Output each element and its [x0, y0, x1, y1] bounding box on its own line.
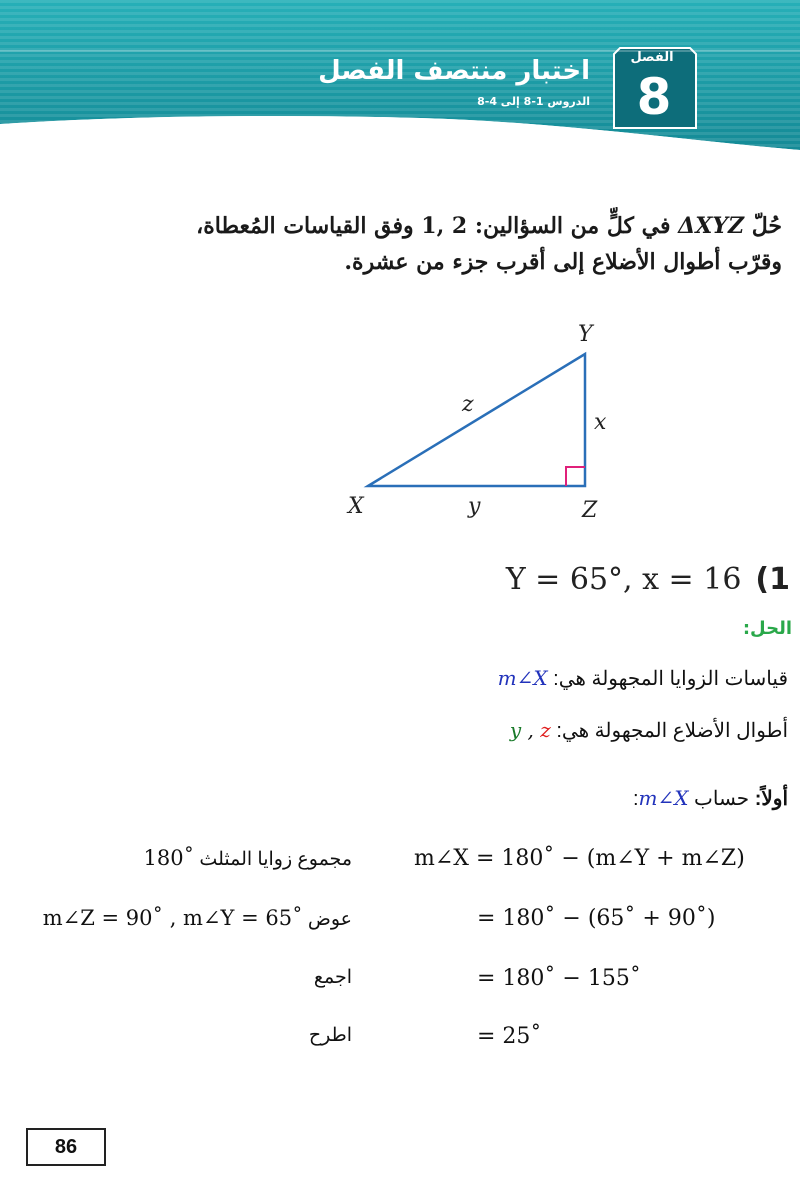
instructions-verb: حُلّ [744, 213, 782, 239]
side-z-label: z [462, 392, 474, 417]
step-3-reason: اجمع [313, 967, 352, 988]
step-2-reason-math: m∠Z = 90˚ , m∠Y = 65˚ [42, 906, 303, 930]
unknown-angles-text: قياسات الزوايا المجهولة هي: [547, 668, 788, 690]
step-1-reason-text: مجموع زوايا المثلث [194, 849, 352, 870]
instructions-rest: في كلٍّ من السؤالين: 2 ,1 وفق القياسات المُعطاة، [196, 213, 679, 239]
unknown-angles-math: m∠X [497, 666, 548, 690]
lessons-range: الدروس 1-8 إلى 4-8 [477, 95, 590, 108]
question-given: Y = 65°, x = 16 [505, 562, 742, 597]
step-1-expression: m∠X = 180˚ − (m∠Y + m∠Z) [414, 846, 745, 871]
first-step-bold: أولاً: [749, 788, 788, 810]
step-2-reason-text: عوض [302, 909, 352, 930]
unknown-side-z: z [540, 718, 551, 742]
triangle-name: ΔXYZ [678, 213, 745, 239]
first-step-text: حساب [688, 788, 750, 810]
unknown-sides-line [510, 718, 788, 743]
page-number: 86 [26, 1128, 106, 1166]
unknown-sides-text: أطوال الأضلاع المجهولة هي: [550, 720, 788, 742]
vertex-y-label: Y [578, 322, 593, 347]
step-1-reason-math: 180˚ [143, 846, 195, 870]
side-x-label: x [594, 410, 607, 435]
instructions [22, 208, 782, 280]
first-step-heading [633, 786, 788, 811]
right-angle-marker [566, 467, 585, 486]
instructions-line-2: وقرّب أطوال الأضلاع إلى أقرب جزء من عشرة. [344, 249, 782, 275]
vertex-z-label: Z [582, 498, 598, 523]
chapter-word: الفصل [630, 50, 674, 65]
first-step-colon: : [632, 788, 639, 810]
step-2-reason [43, 906, 352, 931]
question-1 [506, 562, 790, 597]
unknown-side-y: y [509, 718, 522, 742]
unknown-angles-line [498, 666, 788, 691]
step-3-expression: = 180˚ − 155˚ [477, 966, 641, 991]
solution-label: الحل: [742, 618, 792, 639]
first-step-math: m∠X [638, 786, 689, 810]
unknown-sides-separator: , [521, 718, 541, 742]
step-4-reason: اطرح [308, 1025, 352, 1046]
chapter-number: 8 [636, 68, 672, 126]
step-2-expression: = 180˚ − (65˚ + 90˚) [477, 906, 716, 931]
vertex-x-label: X [348, 494, 364, 519]
step-1-reason [144, 846, 352, 871]
triangle-figure [330, 322, 630, 534]
step-4-expression: = 25˚ [477, 1024, 542, 1049]
instructions-line-1 [22, 208, 782, 244]
page-title: اختبار منتصف الفصل [318, 56, 590, 86]
right-triangle [368, 354, 585, 486]
side-y-label: y [468, 494, 481, 519]
question-number: (1 [755, 562, 790, 597]
chapter-banner [0, 0, 800, 160]
